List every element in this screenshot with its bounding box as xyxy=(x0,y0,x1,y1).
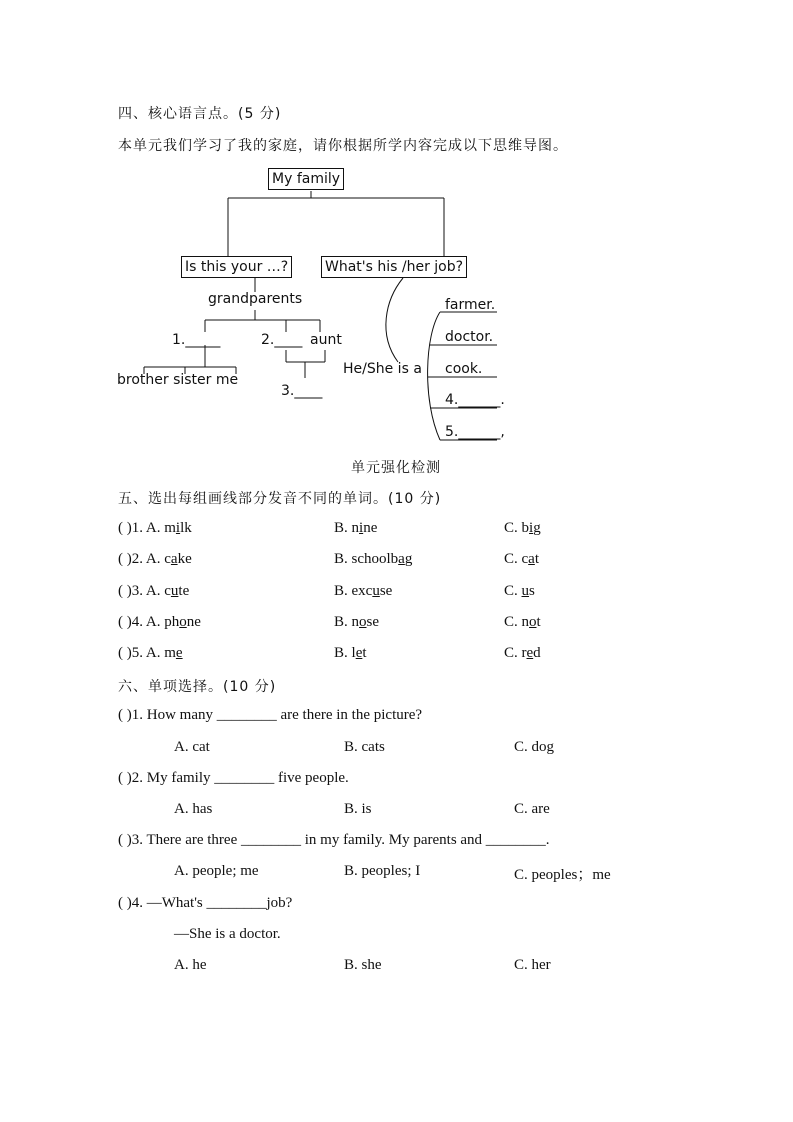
s5-q5-option-a xyxy=(118,645,183,662)
section-4-title: 四、核心语言点。(5 分) xyxy=(118,106,282,122)
underlined-letter: u xyxy=(170,583,179,599)
word-part: B. exc xyxy=(334,583,373,599)
s5-q5-option-b xyxy=(334,645,367,662)
word-part: m xyxy=(164,520,176,536)
word-part: lk xyxy=(180,520,192,536)
word-part: g xyxy=(404,551,413,567)
underlined-letter: u xyxy=(521,583,530,599)
s5-q2-option-a xyxy=(118,551,192,568)
s5-q3-option-c xyxy=(504,583,535,600)
s6-q3-option-c: C. peoples；me xyxy=(514,867,611,883)
question-number: ( )1. A. xyxy=(118,520,165,536)
word-part: t xyxy=(536,614,541,630)
mindmap-job-4: 4.______. xyxy=(445,392,505,408)
word-part: d xyxy=(533,645,541,661)
underlined-letter: e xyxy=(355,645,363,661)
s5-q4-option-a xyxy=(118,614,201,631)
s6-q4-stem: ( )4. —What's ________job? xyxy=(118,895,293,911)
underlined-letter: u xyxy=(372,583,380,599)
word-part: t xyxy=(362,645,367,661)
s5-q1-option-c xyxy=(504,520,541,537)
s6-q2-option-b: B. is xyxy=(344,801,372,817)
underlined-letter: a xyxy=(398,551,405,567)
word-part: B. l xyxy=(334,645,356,661)
word-part: C. c xyxy=(504,551,529,567)
s6-q3-option-b: B. peoples; I xyxy=(344,863,421,879)
mindmap-job-2: doctor. xyxy=(445,329,494,345)
s6-q1-option-b: B. cats xyxy=(344,739,385,755)
s6-q2-option-a: A. has xyxy=(174,801,213,817)
s5-q4-option-b xyxy=(334,614,379,631)
word-part: B. schoolb xyxy=(334,551,399,567)
mindmap-branch-left: Is this your …? xyxy=(181,256,292,278)
word-part: ne xyxy=(186,614,201,630)
s6-q3-option-a: A. people; me xyxy=(174,863,259,879)
s5-q5-option-c xyxy=(504,645,541,662)
underlined-letter: i xyxy=(175,520,181,536)
mindmap-job-1: farmer. xyxy=(445,297,496,313)
section-6-title: 六、单项选择。(10 分) xyxy=(118,679,277,695)
word-part: B. n xyxy=(334,520,360,536)
word-part: g xyxy=(533,520,541,536)
s5-q1-option-a xyxy=(118,520,192,537)
mindmap-job-3: cook. xyxy=(445,361,483,377)
mindmap-sentence: He/She is a xyxy=(343,361,422,377)
word-part: ph xyxy=(164,614,180,630)
mindmap-blank-1: 1._____ xyxy=(172,332,221,348)
word-part: se xyxy=(366,614,380,630)
test-title: 单元强化检测 xyxy=(351,460,441,476)
s5-q2-option-b xyxy=(334,551,412,568)
word-part: C. b xyxy=(504,520,530,536)
underlined-letter: i xyxy=(359,520,364,536)
underlined-letter: e xyxy=(175,645,183,661)
mindmap-grandparents: grandparents xyxy=(208,291,303,307)
s5-q3-option-b xyxy=(334,583,392,600)
word-part: C. r xyxy=(504,645,527,661)
underlined-letter: a xyxy=(170,551,178,567)
s5-q2-option-c xyxy=(504,551,539,568)
underlined-letter: i xyxy=(529,520,534,536)
underlined-letter: e xyxy=(526,645,534,661)
question-number: ( )3. A. xyxy=(118,583,165,599)
word-part: m xyxy=(164,645,176,661)
s5-q3-option-a xyxy=(118,583,189,600)
word-part: s xyxy=(529,583,535,599)
s6-q3-stem: ( )3. There are three ________ in my family. My parents and ________. xyxy=(118,832,550,848)
underlined-letter: o xyxy=(179,614,187,630)
s6-q2-option-c: C. are xyxy=(514,801,550,817)
s6-q4-stem-2: —She is a doctor. xyxy=(174,926,281,942)
word-part: ke xyxy=(177,551,192,567)
underlined-letter: o xyxy=(529,614,537,630)
word-part: t xyxy=(534,551,540,567)
word-part: B. n xyxy=(334,614,360,630)
underlined-letter: a xyxy=(528,551,535,567)
mindmap-job-5: 5.______, xyxy=(445,424,505,440)
s6-q1-stem: ( )1. How many ________ are there in the picture? xyxy=(118,707,423,723)
question-number: ( )2. A. xyxy=(118,551,165,567)
mindmap-branch-right: What's his /her job? xyxy=(321,256,467,278)
s6-q2-stem: ( )2. My family ________ five people. xyxy=(118,770,349,786)
question-number: ( )5. A. xyxy=(118,645,165,661)
word-part: C. xyxy=(504,583,522,599)
s5-q1-option-b xyxy=(334,520,377,537)
mindmap-blank-2: 2.____ xyxy=(261,332,303,348)
mindmap-children: brother sister me xyxy=(117,372,239,388)
mindmap-root: My family xyxy=(268,168,344,190)
word-part: c xyxy=(164,583,171,599)
mindmap-aunt: aunt xyxy=(310,332,342,348)
word-part: c xyxy=(164,551,171,567)
s6-q4-option-a: A. he xyxy=(174,957,207,973)
s6-q4-option-c: C. her xyxy=(514,957,551,973)
section-4-instruction: 本单元我们学习了我的家庭，请你根据所学内容完成以下思维导图。 xyxy=(118,138,568,154)
s5-q4-option-c xyxy=(504,614,541,631)
s6-q4-option-b: B. she xyxy=(344,957,382,973)
underlined-letter: o xyxy=(359,614,367,630)
word-part: C. n xyxy=(504,614,530,630)
s6-q1-option-a: A. cat xyxy=(174,739,210,755)
word-part: te xyxy=(178,583,190,599)
mindmap-blank-3: 3.____ xyxy=(281,383,323,399)
section-5-title: 五、选出每组画线部分发音不同的单词。(10 分) xyxy=(118,491,442,507)
word-part: se xyxy=(379,583,393,599)
word-part: ne xyxy=(363,520,378,536)
question-number: ( )4. A. xyxy=(118,614,165,630)
s6-q1-option-c: C. dog xyxy=(514,739,555,755)
